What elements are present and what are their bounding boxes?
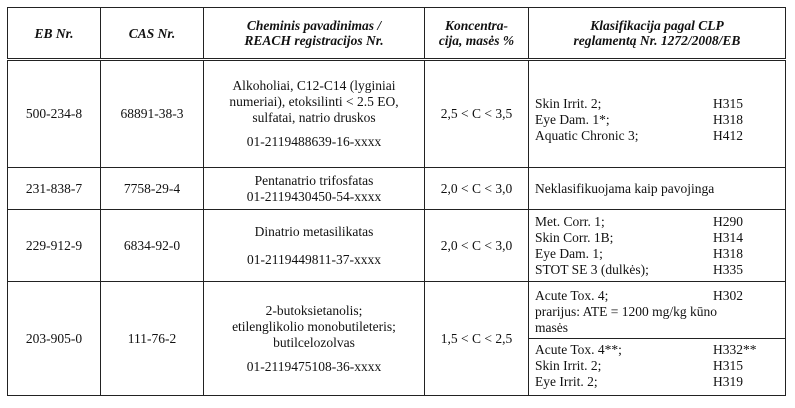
cell-classification [529, 60, 786, 168]
classification-line: Met. Corr. 1; H290 [535, 213, 743, 229]
classification-line: STOT SE 3 (dulkės); H335 [535, 261, 743, 277]
cell-concentration: 2,0 < C < 3,0 [425, 168, 529, 210]
ingredients-table [7, 7, 786, 396]
classification-line: Skin Irrit. 2; H315 [535, 357, 743, 373]
cell-name [204, 60, 425, 168]
cell-name [204, 282, 425, 396]
classification-line: Acute Tox. 4**; H332** [535, 341, 757, 357]
reach-number: 01-2119488639-16-xxxx [246, 134, 382, 149]
cell-eb: 500-234-8 [8, 60, 101, 168]
table-row [8, 60, 786, 168]
cell-classification [529, 282, 786, 396]
reach-number: 01-2119449811-37-xxxx [247, 251, 381, 267]
name-line: 2-butoksietanolis; [265, 302, 363, 318]
header-name-line1: Cheminis pavadinimas / [246, 18, 382, 33]
header-eb: EB Nr. [8, 8, 101, 60]
header-concentration [425, 8, 529, 60]
cell-classification [529, 168, 786, 210]
classification-line: Skin Irrit. 2; H315 [535, 95, 743, 111]
reach-number: 01-2119430450-54-xxxx [246, 188, 382, 204]
cell-name [204, 210, 425, 282]
classification-note: masės [535, 319, 568, 335]
table-row [8, 168, 786, 210]
classification-line: Skin Corr. 1B; H314 [535, 229, 743, 245]
cell-eb: 203-905-0 [8, 282, 101, 396]
header-name [204, 8, 425, 60]
name-line: Pentanatrio trifosfatas [254, 172, 374, 188]
table-row [8, 210, 786, 282]
cell-concentration: 1,5 < C < 2,5 [425, 282, 529, 396]
classification-text: Neklasifikuojama kaip pavojinga [535, 180, 715, 196]
cell-eb: 229-912-9 [8, 210, 101, 282]
cell-eb: 231-838-7 [8, 168, 101, 210]
classification-line: Eye Dam. 1; H318 [535, 245, 743, 261]
cell-concentration: 2,0 < C < 3,0 [425, 210, 529, 282]
header-conc-line1: Koncentra- [444, 18, 508, 33]
classification-note: prarijus: ATE = 1200 mg/kg kūno [535, 303, 717, 319]
classification-line: Eye Irrit. 2; H319 [535, 373, 743, 389]
cell-cas: 7758-29-4 [101, 168, 204, 210]
reach-number: 01-2119475108-36-xxxx [246, 358, 382, 374]
table-row [8, 282, 786, 396]
classification-line: Acute Tox. 4; H302 [535, 287, 743, 303]
cell-classification [529, 210, 786, 282]
classification-line: Eye Dam. 1*; H318 [535, 111, 743, 127]
name-line: butilcelozolvas [273, 334, 355, 350]
name-line: etilenglikolio monobutileteris; [232, 318, 396, 334]
header-cas: CAS Nr. [101, 8, 204, 60]
name-line: Dinatrio metasilikatas [254, 223, 374, 239]
header-classification [529, 8, 786, 60]
header-conc-line2: cija, masės % [438, 33, 515, 48]
name-line: numeriai), etoksilinti < 2.5 EO, [229, 94, 399, 109]
cell-concentration: 2,5 < C < 3,5 [425, 60, 529, 168]
name-line: Alkoholiai, C12-C14 (lyginiai [232, 78, 396, 93]
cell-cas: 68891-38-3 [101, 60, 204, 168]
header-name-line2: REACH registracijos Nr. [244, 33, 384, 48]
header-row [8, 8, 786, 60]
cell-cas: 6834-92-0 [101, 210, 204, 282]
header-cls-line1: Klasifikacija pagal CLP [590, 18, 724, 33]
name-line: sulfatai, natrio druskos [252, 110, 376, 125]
cell-name [204, 168, 425, 210]
header-cls-line2: reglamentą Nr. 1272/2008/EB [573, 33, 741, 48]
cell-cas: 111-76-2 [101, 282, 204, 396]
classification-line: Aquatic Chronic 3; H412 [535, 127, 743, 143]
